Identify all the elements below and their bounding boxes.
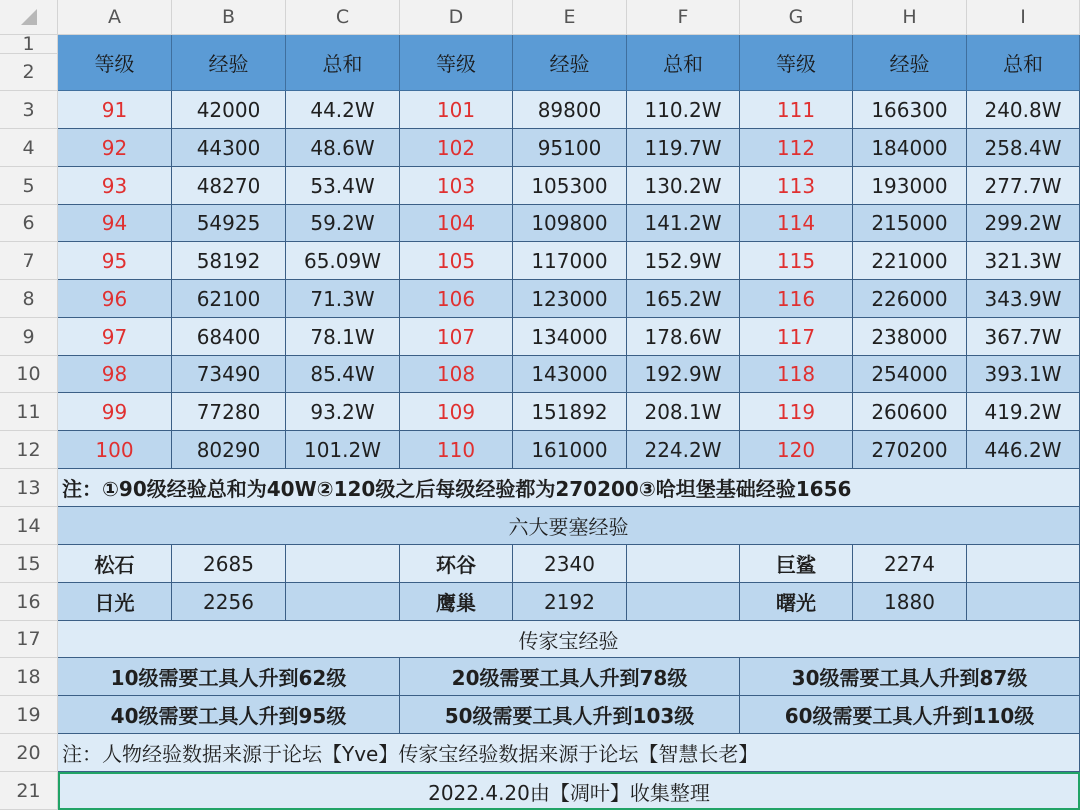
row-header[interactable]: 7: [0, 242, 58, 280]
select-all-triangle-icon: [19, 7, 39, 27]
data-cell[interactable]: 260600: [853, 393, 967, 431]
data-cell[interactable]: 44300: [172, 129, 286, 167]
data-cell[interactable]: 152.9W: [627, 242, 740, 280]
fortress-value-cell[interactable]: 1880: [853, 583, 967, 621]
data-cell[interactable]: 367.7W: [967, 318, 1080, 356]
data-cell[interactable]: 141.2W: [627, 205, 740, 242]
column-header[interactable]: C: [286, 0, 400, 35]
data-cell[interactable]: 419.2W: [967, 393, 1080, 431]
data-cell[interactable]: 71.3W: [286, 280, 400, 318]
empty-cell[interactable]: [627, 583, 740, 621]
empty-cell[interactable]: [967, 545, 1080, 583]
row-header[interactable]: 16: [0, 583, 58, 621]
data-cell[interactable]: 48270: [172, 167, 286, 205]
data-cell[interactable]: 105300: [513, 167, 627, 205]
row-header[interactable]: 12: [0, 431, 58, 469]
data-cell[interactable]: 77280: [172, 393, 286, 431]
empty-cell[interactable]: [627, 545, 740, 583]
level-cell[interactable]: 103: [400, 167, 513, 205]
row-header[interactable]: 6: [0, 205, 58, 242]
data-cell[interactable]: 178.6W: [627, 318, 740, 356]
table-header-cell[interactable]: 总和: [627, 35, 740, 91]
data-cell[interactable]: 224.2W: [627, 431, 740, 469]
data-cell[interactable]: 270200: [853, 431, 967, 469]
data-cell[interactable]: 130.2W: [627, 167, 740, 205]
data-cell[interactable]: 54925: [172, 205, 286, 242]
data-cell[interactable]: 321.3W: [967, 242, 1080, 280]
level-cell[interactable]: 114: [740, 205, 853, 242]
data-cell[interactable]: 62100: [172, 280, 286, 318]
data-cell[interactable]: 238000: [853, 318, 967, 356]
column-header[interactable]: H: [853, 0, 967, 35]
level-cell[interactable]: 116: [740, 280, 853, 318]
row-header[interactable]: 2: [0, 54, 58, 91]
data-cell[interactable]: 44.2W: [286, 91, 400, 129]
data-cell[interactable]: 110.2W: [627, 91, 740, 129]
empty-cell[interactable]: [967, 583, 1080, 621]
fortress-name-cell[interactable]: 日光: [58, 583, 172, 621]
data-cell[interactable]: 59.2W: [286, 205, 400, 242]
data-cell[interactable]: 143000: [513, 356, 627, 393]
fortress-name-cell[interactable]: 巨鲨: [740, 545, 853, 583]
level-cell[interactable]: 100: [58, 431, 172, 469]
level-cell[interactable]: 117: [740, 318, 853, 356]
column-header[interactable]: B: [172, 0, 286, 35]
row-header[interactable]: 11: [0, 393, 58, 431]
row-header[interactable]: 18: [0, 658, 58, 696]
data-cell[interactable]: 89800: [513, 91, 627, 129]
row-header[interactable]: 3: [0, 91, 58, 129]
level-cell[interactable]: 107: [400, 318, 513, 356]
data-cell[interactable]: 299.2W: [967, 205, 1080, 242]
note-cell[interactable]: 注：①90级经验总和为40W②120级之后每级经验都为270200③哈坦堡基础经验1656: [58, 469, 1080, 507]
level-cell[interactable]: 98: [58, 356, 172, 393]
data-cell[interactable]: 119.7W: [627, 129, 740, 167]
data-cell[interactable]: 166300: [853, 91, 967, 129]
level-cell[interactable]: 118: [740, 356, 853, 393]
empty-cell[interactable]: [286, 583, 400, 621]
fortress-value-cell[interactable]: 2340: [513, 545, 627, 583]
row-header[interactable]: 19: [0, 696, 58, 734]
fortress-value-cell[interactable]: 2274: [853, 545, 967, 583]
column-header[interactable]: A: [58, 0, 172, 35]
level-cell[interactable]: 102: [400, 129, 513, 167]
heirloom-cell[interactable]: 10级需要工具人升到62级: [58, 658, 400, 696]
heirloom-cell[interactable]: 60级需要工具人升到110级: [740, 696, 1080, 734]
row-header[interactable]: 20: [0, 734, 58, 772]
fortress-value-cell[interactable]: 2685: [172, 545, 286, 583]
row-header[interactable]: 4: [0, 129, 58, 167]
level-cell[interactable]: 109: [400, 393, 513, 431]
level-cell[interactable]: 106: [400, 280, 513, 318]
data-cell[interactable]: 95100: [513, 129, 627, 167]
level-cell[interactable]: 92: [58, 129, 172, 167]
data-cell[interactable]: 258.4W: [967, 129, 1080, 167]
level-cell[interactable]: 110: [400, 431, 513, 469]
data-cell[interactable]: 85.4W: [286, 356, 400, 393]
data-cell[interactable]: 93.2W: [286, 393, 400, 431]
data-cell[interactable]: 215000: [853, 205, 967, 242]
row-header[interactable]: 15: [0, 545, 58, 583]
level-cell[interactable]: 108: [400, 356, 513, 393]
data-cell[interactable]: 277.7W: [967, 167, 1080, 205]
data-cell[interactable]: 254000: [853, 356, 967, 393]
table-header-cell[interactable]: 经验: [172, 35, 286, 91]
column-header[interactable]: G: [740, 0, 853, 35]
data-cell[interactable]: 226000: [853, 280, 967, 318]
level-cell[interactable]: 97: [58, 318, 172, 356]
column-header[interactable]: D: [400, 0, 513, 35]
data-cell[interactable]: 221000: [853, 242, 967, 280]
data-cell[interactable]: 48.6W: [286, 129, 400, 167]
data-cell[interactable]: 65.09W: [286, 242, 400, 280]
row-header[interactable]: 13: [0, 469, 58, 507]
data-cell[interactable]: 117000: [513, 242, 627, 280]
table-header-cell[interactable]: 经验: [513, 35, 627, 91]
row-header[interactable]: 9: [0, 318, 58, 356]
level-cell[interactable]: 105: [400, 242, 513, 280]
row-header[interactable]: 10: [0, 356, 58, 393]
data-cell[interactable]: 109800: [513, 205, 627, 242]
heirloom-cell[interactable]: 40级需要工具人升到95级: [58, 696, 400, 734]
heirloom-cell[interactable]: 30级需要工具人升到87级: [740, 658, 1080, 696]
credit-cell[interactable]: 2022.4.20由【凋叶】收集整理: [58, 772, 1080, 810]
heirloom-cell[interactable]: 50级需要工具人升到103级: [400, 696, 740, 734]
level-cell[interactable]: 94: [58, 205, 172, 242]
data-cell[interactable]: 80290: [172, 431, 286, 469]
column-header[interactable]: I: [967, 0, 1080, 35]
data-cell[interactable]: 151892: [513, 393, 627, 431]
level-cell[interactable]: 99: [58, 393, 172, 431]
table-header-cell[interactable]: 经验: [853, 35, 967, 91]
data-cell[interactable]: 58192: [172, 242, 286, 280]
data-cell[interactable]: 393.1W: [967, 356, 1080, 393]
table-header-cell[interactable]: 等级: [740, 35, 853, 91]
fortress-value-cell[interactable]: 2192: [513, 583, 627, 621]
level-cell[interactable]: 91: [58, 91, 172, 129]
data-cell[interactable]: 161000: [513, 431, 627, 469]
section-title-heirloom[interactable]: 传家宝经验: [58, 621, 1080, 658]
data-cell[interactable]: 123000: [513, 280, 627, 318]
empty-cell[interactable]: [286, 545, 400, 583]
data-cell[interactable]: 101.2W: [286, 431, 400, 469]
level-cell[interactable]: 101: [400, 91, 513, 129]
fortress-name-cell[interactable]: 曙光: [740, 583, 853, 621]
fortress-name-cell[interactable]: 松石: [58, 545, 172, 583]
data-cell[interactable]: 208.1W: [627, 393, 740, 431]
level-cell[interactable]: 112: [740, 129, 853, 167]
row-header[interactable]: 5: [0, 167, 58, 205]
table-header-cell[interactable]: 总和: [967, 35, 1080, 91]
row-header[interactable]: 21: [0, 772, 58, 810]
row-header[interactable]: 1: [0, 35, 58, 54]
data-cell[interactable]: 343.9W: [967, 280, 1080, 318]
heirloom-cell[interactable]: 20级需要工具人升到78级: [400, 658, 740, 696]
data-cell[interactable]: 42000: [172, 91, 286, 129]
data-cell[interactable]: 73490: [172, 356, 286, 393]
column-header[interactable]: F: [627, 0, 740, 35]
data-cell[interactable]: 193000: [853, 167, 967, 205]
table-header-cell[interactable]: 总和: [286, 35, 400, 91]
level-cell[interactable]: 93: [58, 167, 172, 205]
level-cell[interactable]: 96: [58, 280, 172, 318]
table-header-cell[interactable]: 等级: [58, 35, 172, 91]
fortress-name-cell[interactable]: 环谷: [400, 545, 513, 583]
fortress-name-cell[interactable]: 鹰巢: [400, 583, 513, 621]
fortress-value-cell[interactable]: 2256: [172, 583, 286, 621]
data-cell[interactable]: 53.4W: [286, 167, 400, 205]
column-header[interactable]: E: [513, 0, 627, 35]
data-cell[interactable]: 134000: [513, 318, 627, 356]
data-cell[interactable]: 68400: [172, 318, 286, 356]
data-cell[interactable]: 184000: [853, 129, 967, 167]
level-cell[interactable]: 104: [400, 205, 513, 242]
select-all-corner[interactable]: [0, 0, 58, 35]
row-header[interactable]: 14: [0, 507, 58, 545]
section-title-fortress[interactable]: 六大要塞经验: [58, 507, 1080, 545]
source-note-cell[interactable]: 注：人物经验数据来源于论坛【Yve】传家宝经验数据来源于论坛【智慧长老】: [58, 734, 1080, 772]
level-cell[interactable]: 119: [740, 393, 853, 431]
level-cell[interactable]: 120: [740, 431, 853, 469]
data-cell[interactable]: 192.9W: [627, 356, 740, 393]
level-cell[interactable]: 113: [740, 167, 853, 205]
level-cell[interactable]: 95: [58, 242, 172, 280]
data-cell[interactable]: 240.8W: [967, 91, 1080, 129]
data-cell[interactable]: 446.2W: [967, 431, 1080, 469]
row-header[interactable]: 17: [0, 621, 58, 658]
data-cell[interactable]: 78.1W: [286, 318, 400, 356]
level-cell[interactable]: 115: [740, 242, 853, 280]
row-header[interactable]: 8: [0, 280, 58, 318]
level-cell[interactable]: 111: [740, 91, 853, 129]
table-header-cell[interactable]: 等级: [400, 35, 513, 91]
data-cell[interactable]: 165.2W: [627, 280, 740, 318]
